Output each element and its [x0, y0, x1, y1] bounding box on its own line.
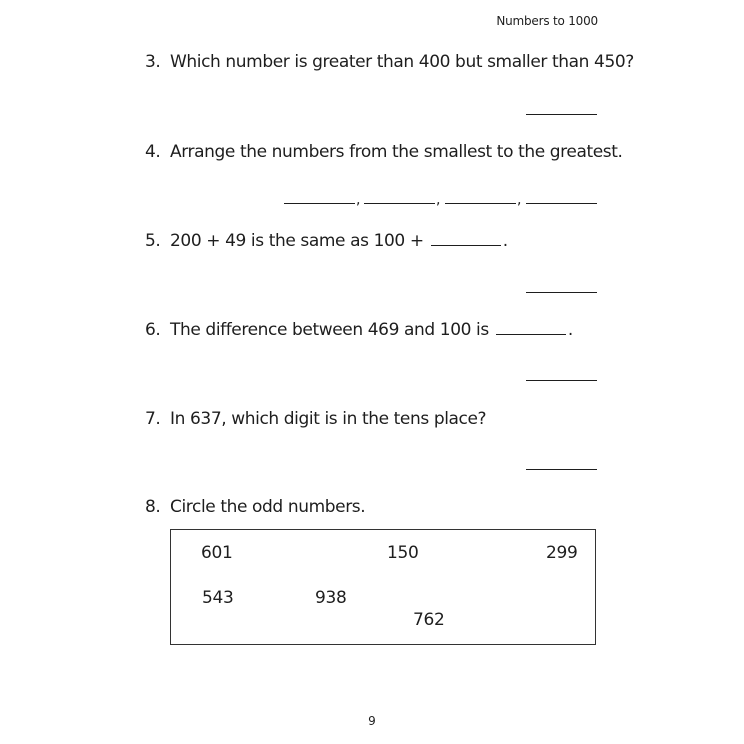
- question-6: [145, 320, 573, 340]
- number-item[interactable]: 150: [387, 543, 419, 563]
- question-text: In 637, which digit is in the tens place?: [170, 409, 487, 429]
- question-5: [145, 231, 508, 251]
- answer-line-4b[interactable]: [364, 203, 435, 204]
- question-number: 6.: [145, 320, 161, 340]
- question-text: The difference between 469 and 100 is: [170, 320, 489, 340]
- number-item[interactable]: 299: [546, 543, 578, 563]
- comma-separator: ,: [356, 192, 361, 208]
- inline-blank[interactable]: [431, 244, 501, 246]
- answer-line-7[interactable]: [526, 469, 597, 470]
- inline-blank[interactable]: [496, 333, 566, 335]
- question-text: Circle the odd numbers.: [170, 497, 366, 517]
- question-8: [145, 497, 365, 517]
- page-number: 9: [368, 714, 376, 728]
- answer-line-6[interactable]: [526, 380, 597, 381]
- question-number: 7.: [145, 409, 161, 429]
- question-3: [145, 52, 634, 72]
- question-text-end: .: [502, 231, 508, 251]
- number-item[interactable]: 543: [202, 588, 234, 608]
- answer-line-4a[interactable]: [284, 203, 355, 204]
- question-number: 3.: [145, 52, 161, 72]
- number-item[interactable]: 601: [201, 543, 233, 563]
- question-7: [145, 409, 486, 429]
- question-text: 200 + 49 is the same as 100 +: [170, 231, 424, 251]
- odd-numbers-box: [170, 529, 596, 645]
- question-number: 5.: [145, 231, 161, 251]
- answer-line-4d[interactable]: [526, 203, 597, 204]
- question-text: Arrange the numbers from the smallest to the greatest.: [170, 142, 623, 162]
- number-item[interactable]: 938: [315, 588, 347, 608]
- header-section-title: Numbers to 1000: [496, 14, 598, 28]
- question-4: [145, 142, 623, 162]
- question-text: Which number is greater than 400 but smaller than 450?: [170, 52, 634, 72]
- answer-line-5[interactable]: [526, 292, 597, 293]
- comma-separator: ,: [517, 192, 522, 208]
- question-text-end: .: [567, 320, 573, 340]
- comma-separator: ,: [436, 192, 441, 208]
- answer-line-4c[interactable]: [445, 203, 516, 204]
- question-number: 4.: [145, 142, 161, 162]
- number-item[interactable]: 762: [413, 610, 445, 630]
- question-number: 8.: [145, 497, 161, 517]
- answer-line-3[interactable]: [526, 114, 597, 115]
